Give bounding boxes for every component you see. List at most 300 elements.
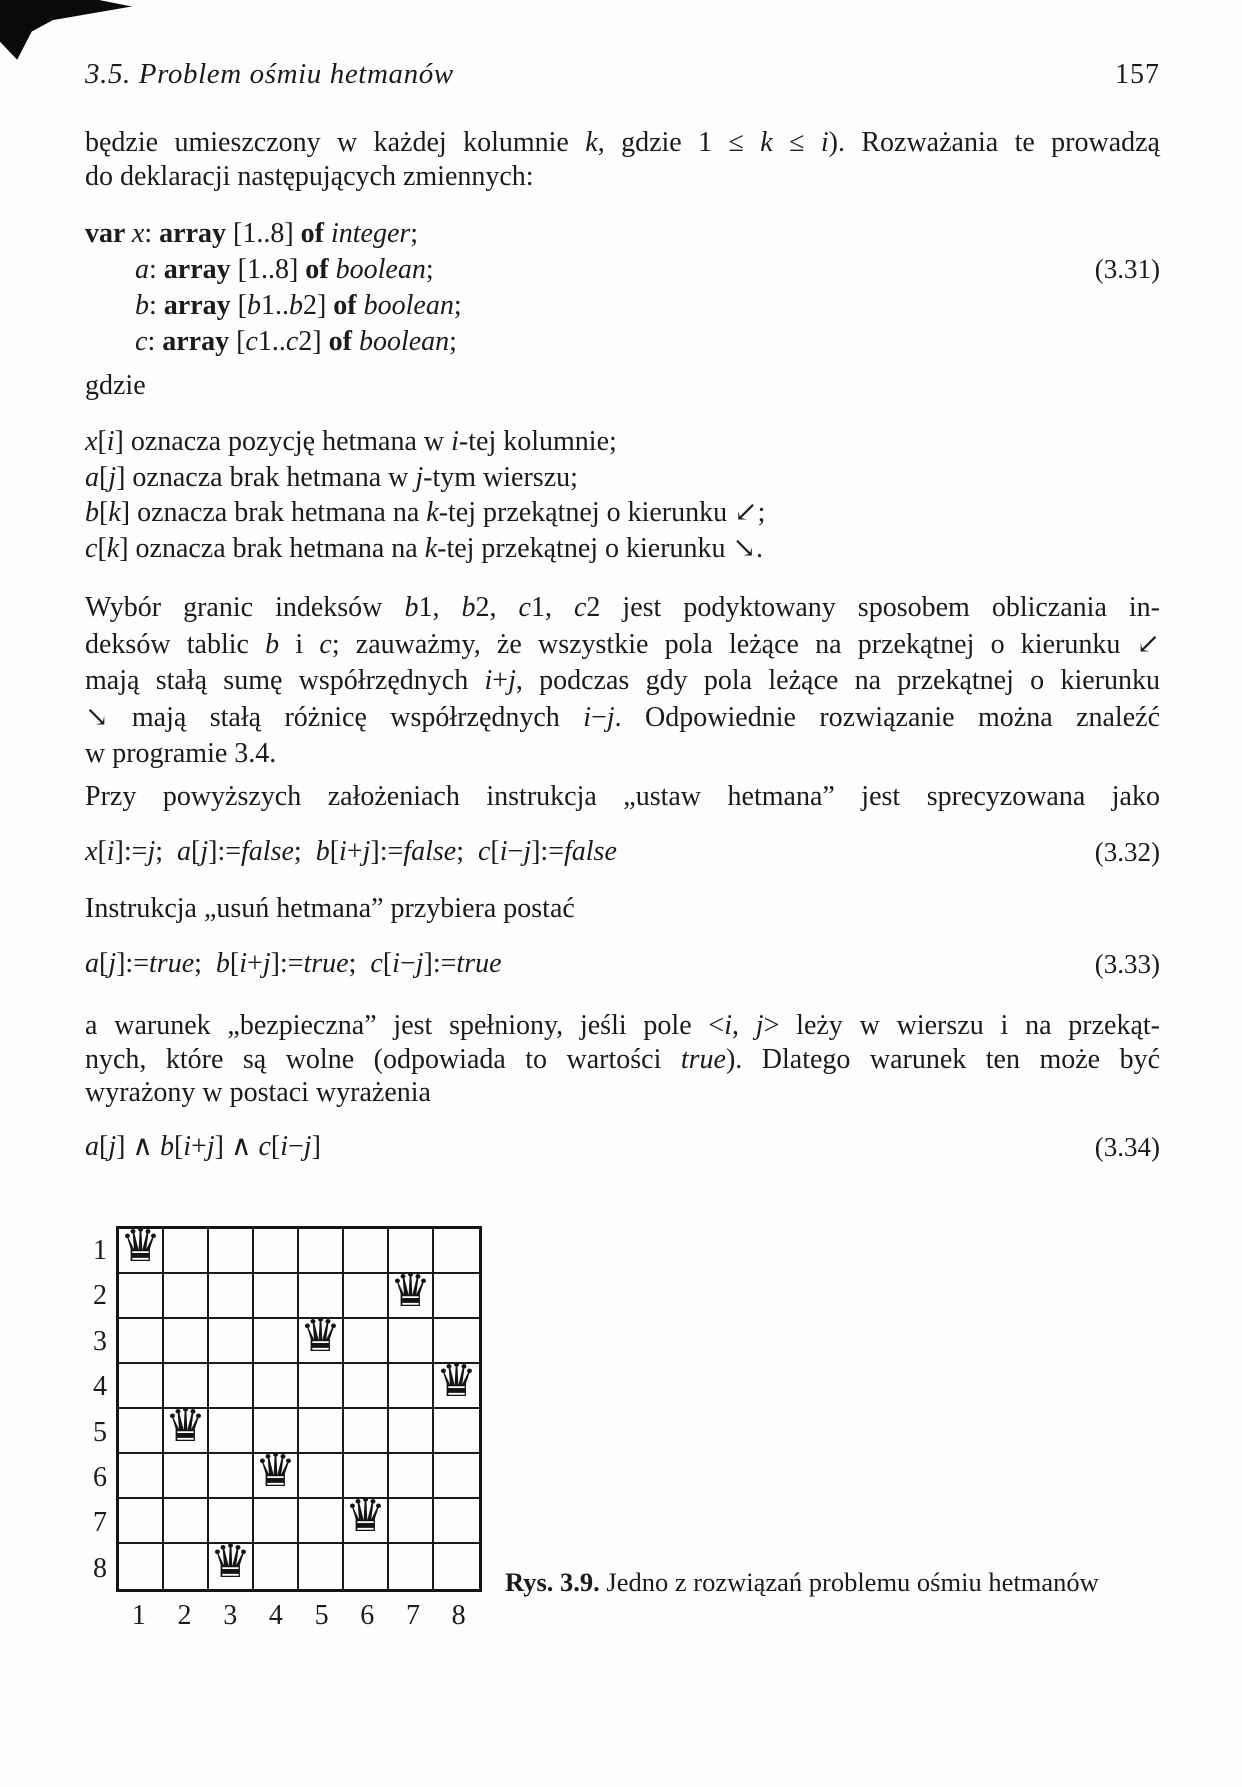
text-segment: c bbox=[258, 1131, 271, 1162]
text-segment: ] oznacza brak hetmana na bbox=[119, 532, 425, 564]
text-segment: 2] bbox=[298, 326, 329, 357]
text-segment: − bbox=[399, 948, 416, 979]
text-segment: ; bbox=[410, 218, 419, 249]
equation-number-3-34: (3.34) bbox=[1094, 1132, 1160, 1162]
board-cell-r3c3 bbox=[209, 1319, 254, 1364]
board-cell-r5c3 bbox=[209, 1409, 254, 1454]
board-col-label: 5 bbox=[314, 1600, 329, 1631]
text-segment: true bbox=[149, 948, 195, 979]
page-number: 157 bbox=[1115, 59, 1160, 90]
text-segment: i bbox=[583, 701, 592, 733]
text-segment: i bbox=[339, 836, 347, 867]
board-row-label: 1 bbox=[93, 1235, 107, 1266]
text-segment: k bbox=[585, 127, 598, 158]
text-segment: b bbox=[159, 1131, 174, 1162]
board-row-label: 8 bbox=[93, 1552, 107, 1584]
text-segment: Wybór granic indeksów bbox=[85, 592, 405, 623]
board-cell-r5c5 bbox=[299, 1409, 344, 1454]
text-segment: c bbox=[518, 592, 531, 623]
text-segment: b bbox=[288, 290, 303, 321]
text-segment: ]:= bbox=[531, 836, 564, 867]
text-segment: of bbox=[300, 218, 324, 249]
text-segment: j bbox=[415, 461, 424, 493]
text-segment: j bbox=[362, 836, 371, 867]
board-cell-r1c8 bbox=[434, 1229, 479, 1274]
text-segment: 2, bbox=[475, 592, 519, 623]
text-segment: b bbox=[135, 290, 149, 321]
text-segment: . Odpowiednie rozwiązanie można znaleźć bbox=[614, 701, 1160, 733]
text-segment: var bbox=[85, 218, 132, 249]
text-segment: i bbox=[239, 948, 248, 979]
text-segment: i bbox=[451, 426, 459, 457]
board-cell-r8c6 bbox=[344, 1544, 389, 1589]
board-cell-r7c5 bbox=[299, 1499, 344, 1544]
queen-icon: ♛ bbox=[389, 1262, 432, 1317]
text-segment: ]:= bbox=[116, 948, 150, 979]
board-cell-r3c7 bbox=[389, 1319, 434, 1364]
text-segment: i bbox=[724, 1010, 732, 1041]
definition-line bbox=[85, 460, 1160, 496]
text-segment: będzie umieszczony w każdej kolumnie bbox=[85, 127, 586, 158]
board-cell-r2c8 bbox=[434, 1274, 479, 1319]
board-cell-r4c3 bbox=[209, 1364, 254, 1409]
text-segment: a bbox=[85, 1131, 99, 1162]
text-segment: Rys. 3.9. bbox=[505, 1567, 607, 1597]
definitions-list bbox=[85, 424, 1160, 566]
board-row-labels bbox=[85, 1228, 107, 1591]
text-segment: c bbox=[477, 836, 491, 867]
text-segment: ] ∧ bbox=[116, 1131, 160, 1162]
board-cell-r2c2 bbox=[164, 1274, 209, 1319]
variable-declarations-block bbox=[85, 216, 1160, 360]
text-segment: c bbox=[573, 592, 587, 623]
board-cell-r2c6 bbox=[344, 1274, 389, 1319]
text-segment: b bbox=[461, 592, 476, 623]
equation-3-32 bbox=[85, 835, 1160, 869]
board-cell-r5c8 bbox=[434, 1409, 479, 1454]
board-cell-r8c2 bbox=[164, 1544, 209, 1589]
text-line bbox=[85, 590, 1160, 627]
text-segment: a bbox=[85, 948, 99, 979]
board-cell-r1c3 bbox=[209, 1229, 254, 1274]
text-segment: ; bbox=[453, 290, 462, 321]
equation-3-34 bbox=[85, 1130, 1160, 1164]
text-line bbox=[85, 892, 1160, 926]
text-segment: 2] bbox=[302, 290, 334, 321]
text-segment: c bbox=[135, 326, 148, 357]
text-segment: w programie 3.4. bbox=[85, 738, 277, 769]
text-segment: i bbox=[106, 836, 115, 867]
chessboard-grid bbox=[116, 1217, 482, 1592]
text-segment: of bbox=[328, 326, 352, 357]
text-segment: b bbox=[404, 592, 419, 623]
text-segment: k bbox=[108, 497, 121, 528]
board-cell-r3c2 bbox=[164, 1319, 209, 1364]
board-cell-r3c5 bbox=[299, 1307, 344, 1364]
text-segment: ; bbox=[449, 326, 457, 357]
index-bounds-paragraph bbox=[85, 590, 1160, 773]
safe-condition-paragraph bbox=[85, 1009, 1160, 1110]
text-line bbox=[85, 700, 1160, 737]
set-queen-paragraph bbox=[85, 780, 1160, 814]
text-segment: i bbox=[106, 426, 115, 457]
text-line bbox=[85, 126, 1160, 160]
text-segment: j bbox=[262, 948, 271, 979]
intro-paragraph bbox=[85, 126, 1160, 194]
board-cell-r4c6 bbox=[344, 1364, 389, 1409]
text-segment: mają stałą sumę współrzędnych bbox=[85, 665, 485, 696]
text-segment: Instrukcja „usuń hetmana” przybiera postać bbox=[85, 893, 575, 924]
text-segment: : bbox=[144, 218, 160, 249]
text-segment: j bbox=[415, 948, 424, 979]
text-segment: [ bbox=[97, 426, 107, 457]
board-col-label: 7 bbox=[405, 1600, 420, 1631]
board-cell-r1c4 bbox=[254, 1229, 299, 1274]
text-line bbox=[85, 780, 1160, 814]
board-cell-r3c4 bbox=[254, 1319, 299, 1364]
text-segment: array bbox=[163, 254, 231, 285]
board-cell-r1c2 bbox=[164, 1229, 209, 1274]
board-cell-r8c3 bbox=[209, 1533, 254, 1589]
text-segment: j bbox=[147, 836, 156, 867]
text-segment: ). Dlatego warunek ten może być bbox=[725, 1043, 1160, 1075]
equation-content bbox=[85, 1131, 321, 1162]
text-segment: b bbox=[265, 628, 280, 660]
text-segment: ] oznacza brak hetmana w bbox=[116, 461, 416, 493]
text-segment: b bbox=[315, 836, 330, 867]
text-segment: true bbox=[303, 948, 349, 979]
text-segment: [ bbox=[191, 836, 201, 867]
text-segment: + bbox=[492, 665, 509, 696]
text-segment: ; bbox=[456, 836, 478, 867]
text-segment: x bbox=[85, 836, 98, 867]
board-col-label: 8 bbox=[451, 1600, 466, 1631]
board-cell-r8c5 bbox=[299, 1544, 344, 1589]
text-segment: k bbox=[106, 532, 120, 564]
text-segment: 1.. bbox=[260, 290, 289, 321]
text-segment: + bbox=[191, 1131, 207, 1162]
board-col-label: 1 bbox=[131, 1600, 146, 1631]
text-segment: i bbox=[183, 1131, 192, 1162]
board-row-label: 5 bbox=[93, 1416, 107, 1448]
text-segment: [ bbox=[97, 836, 107, 867]
text-segment: array bbox=[163, 290, 231, 321]
text-segment: ≤ bbox=[772, 127, 821, 158]
text-segment: ]:= bbox=[270, 948, 304, 979]
board-col-label: 6 bbox=[360, 1600, 375, 1631]
text-segment: j bbox=[523, 836, 532, 867]
text-segment: [ bbox=[230, 290, 247, 321]
code-line bbox=[85, 288, 1160, 324]
board-cell-r8c8 bbox=[434, 1544, 479, 1589]
board-col-labels bbox=[116, 1600, 482, 1632]
board-cell-r4c8 bbox=[434, 1352, 479, 1409]
text-line bbox=[85, 736, 1160, 773]
board-row-label: 6 bbox=[93, 1461, 107, 1493]
text-segment: : bbox=[147, 326, 163, 357]
text-segment: ; bbox=[293, 836, 316, 867]
text-segment: false bbox=[241, 836, 294, 867]
text-segment: 1, bbox=[418, 592, 462, 623]
text-segment: i bbox=[484, 665, 493, 696]
text-segment: x bbox=[85, 426, 98, 457]
text-segment: j bbox=[200, 836, 209, 867]
text-segment: j bbox=[206, 1131, 215, 1162]
board-cell-r3c6 bbox=[344, 1319, 389, 1364]
text-segment: b bbox=[215, 948, 230, 979]
text-segment: i bbox=[279, 628, 320, 660]
text-segment: 2 jest podyktowany sposobem obliczania in- bbox=[586, 592, 1161, 623]
board-cell-r8c7 bbox=[389, 1544, 434, 1589]
board-row-label: 7 bbox=[93, 1507, 107, 1539]
equation-number-3-31: (3.31) bbox=[1094, 254, 1160, 284]
text-line bbox=[85, 1009, 1160, 1043]
text-segment: ]:= bbox=[208, 836, 242, 867]
equation-3-33 bbox=[85, 947, 1160, 981]
text-segment: ↘ mają stałą różnicę współrzędnych bbox=[85, 701, 584, 733]
text-segment: i bbox=[820, 127, 829, 158]
text-segment: false bbox=[564, 836, 617, 867]
text-segment: , gdzie 1 ≤ bbox=[597, 127, 761, 158]
text-segment: ]:= bbox=[114, 836, 148, 867]
text-segment: ; bbox=[155, 836, 178, 867]
text-segment: , podczas gdy pola leżące na przekątnej o kierunku bbox=[515, 665, 1160, 696]
text-segment: of bbox=[333, 290, 357, 321]
text-segment: ] ∧ bbox=[214, 1131, 259, 1162]
board-cell-r4c5 bbox=[299, 1364, 344, 1409]
text-segment: a bbox=[135, 254, 149, 285]
equation-number-3-33: (3.33) bbox=[1094, 949, 1160, 979]
text-segment: b bbox=[246, 290, 261, 321]
queen-icon: ♛ bbox=[299, 1307, 342, 1362]
text-segment: array bbox=[162, 326, 230, 357]
board-cell-r5c1 bbox=[119, 1409, 164, 1454]
queen-icon: ♛ bbox=[164, 1397, 207, 1452]
board-cell-r3c1 bbox=[119, 1319, 164, 1364]
text-segment: deksów tablic bbox=[85, 628, 266, 660]
text-segment: nych, które są wolne (odpowiada to wartości bbox=[85, 1043, 681, 1075]
text-line bbox=[85, 160, 1160, 194]
remove-queen-paragraph bbox=[85, 892, 1160, 926]
board-cell-r1c6 bbox=[344, 1229, 389, 1274]
text-segment: [ bbox=[329, 836, 340, 867]
board-col-label: 2 bbox=[177, 1600, 192, 1631]
board-cell-r7c7 bbox=[389, 1499, 434, 1544]
text-segment bbox=[357, 290, 364, 321]
text-segment: c bbox=[319, 628, 332, 660]
text-segment bbox=[329, 254, 336, 285]
board-col-label: 3 bbox=[223, 1600, 238, 1631]
text-segment: [ bbox=[97, 532, 107, 564]
text-segment: : bbox=[149, 254, 164, 285]
equation-number-3-32: (3.32) bbox=[1094, 837, 1160, 867]
board-cell-r4c4 bbox=[254, 1364, 299, 1409]
text-segment: [1..8] bbox=[226, 218, 301, 249]
code-line bbox=[85, 252, 1160, 288]
text-segment bbox=[324, 218, 331, 249]
page-header bbox=[85, 58, 1160, 91]
text-segment: − bbox=[288, 1131, 304, 1162]
board-cell-r7c8 bbox=[434, 1499, 479, 1544]
text-segment: − bbox=[591, 701, 607, 733]
text-segment: ] oznacza pozycję hetmana w bbox=[114, 426, 452, 457]
board-cell-r6c1 bbox=[119, 1454, 164, 1499]
text-segment: boolean bbox=[358, 326, 450, 357]
board-cell-r7c6 bbox=[344, 1487, 389, 1544]
board-cell-r6c8 bbox=[434, 1454, 479, 1499]
text-segment: Przy powyższych założeniach instrukcja „ustaw hetmana” jest sprecyzowana jako bbox=[85, 781, 1160, 812]
text-segment: [1..8] bbox=[230, 254, 306, 285]
board-cell-r5c7 bbox=[389, 1409, 434, 1454]
text-segment: boolean bbox=[335, 254, 426, 285]
text-segment: ]:= bbox=[370, 836, 404, 867]
board-cell-r4c7 bbox=[389, 1364, 434, 1409]
text-line bbox=[85, 627, 1160, 664]
text-segment: > leży w wierszu i na przekąt- bbox=[763, 1010, 1160, 1041]
code-line bbox=[85, 216, 1160, 252]
text-segment: -tym wierszu; bbox=[423, 461, 578, 493]
text-segment: + bbox=[247, 948, 263, 979]
definition-line bbox=[85, 424, 1160, 460]
text-line bbox=[85, 663, 1160, 700]
text-segment: [ bbox=[99, 948, 109, 979]
definition-line bbox=[85, 531, 1160, 567]
board-cell-r6c4 bbox=[254, 1442, 299, 1499]
definition-line bbox=[85, 495, 1160, 531]
board-cell-r2c3 bbox=[209, 1274, 254, 1319]
text-segment: [ bbox=[173, 1131, 184, 1162]
text-segment: ; bbox=[194, 948, 216, 979]
board-cell-r1c5 bbox=[299, 1229, 344, 1274]
board-cell-r6c3 bbox=[209, 1454, 254, 1499]
text-segment: , bbox=[732, 1010, 756, 1041]
board-cell-r7c1 bbox=[119, 1499, 164, 1544]
text-segment: ] bbox=[311, 1131, 321, 1162]
board-row-label: 3 bbox=[93, 1325, 107, 1357]
text-segment: [ bbox=[99, 461, 109, 493]
text-segment: j bbox=[755, 1010, 764, 1041]
text-segment: c bbox=[285, 326, 299, 357]
text-segment: ; zauważmy, że wszystkie pola leżące na przekątnej o kierunku ↙ bbox=[331, 628, 1161, 660]
text-segment: true bbox=[680, 1043, 726, 1075]
equation-content bbox=[85, 948, 502, 979]
board-col-label: 4 bbox=[268, 1600, 283, 1631]
text-segment: [ bbox=[270, 1131, 281, 1162]
text-segment: ). Rozważania te prowadzą bbox=[828, 127, 1160, 158]
text-segment: a bbox=[85, 461, 99, 493]
text-segment: 1.. bbox=[257, 326, 286, 357]
text-segment: − bbox=[507, 836, 524, 867]
text-segment: b bbox=[85, 497, 99, 528]
text-segment: k bbox=[760, 127, 773, 158]
board-cell-r7c2 bbox=[164, 1499, 209, 1544]
text-segment: i bbox=[499, 836, 508, 867]
text-segment: integer bbox=[330, 218, 411, 249]
board-cell-r8c1 bbox=[119, 1544, 164, 1589]
text-segment: ] oznacza brak hetmana na bbox=[120, 497, 427, 528]
text-segment: boolean bbox=[363, 290, 454, 321]
board-cell-r2c1 bbox=[119, 1274, 164, 1319]
text-segment bbox=[352, 326, 359, 357]
board-row-label: 2 bbox=[93, 1280, 107, 1312]
figure-caption bbox=[505, 1566, 1185, 1598]
queen-icon: ♛ bbox=[435, 1352, 478, 1407]
text-segment: [ bbox=[99, 1131, 109, 1162]
board-cell-r6c7 bbox=[389, 1454, 434, 1499]
text-segment: j bbox=[108, 461, 117, 493]
text-line bbox=[85, 1043, 1160, 1077]
text-segment: 1, bbox=[530, 592, 574, 623]
queen-icon: ♛ bbox=[344, 1487, 387, 1542]
text-segment: i bbox=[392, 948, 400, 979]
text-segment: j bbox=[303, 1131, 312, 1162]
board-cell-r4c1 bbox=[119, 1364, 164, 1409]
text-segment: i bbox=[280, 1131, 288, 1162]
text-segment: c bbox=[370, 948, 383, 979]
text-segment: j bbox=[606, 701, 615, 733]
text-segment: c bbox=[85, 532, 98, 564]
text-segment: j bbox=[108, 1131, 117, 1162]
queen-icon: ♛ bbox=[254, 1442, 297, 1497]
text-segment: false bbox=[403, 836, 457, 867]
equation-content bbox=[85, 836, 617, 867]
text-segment: [ bbox=[229, 326, 246, 357]
board-cell-r7c4 bbox=[254, 1499, 299, 1544]
board-row-label: 4 bbox=[93, 1371, 107, 1403]
gdzie-label: gdzie bbox=[85, 370, 146, 401]
board-cell-r2c4 bbox=[254, 1274, 299, 1319]
text-segment: x bbox=[131, 218, 145, 249]
queen-icon: ♛ bbox=[209, 1533, 252, 1588]
text-segment: a warunek „bezpieczna” jest spełniony, jeśli pole < bbox=[85, 1010, 725, 1041]
text-segment: -tej kolumnie; bbox=[458, 426, 617, 457]
board-cell-r6c2 bbox=[164, 1454, 209, 1499]
text-segment: do deklaracji następujących zmiennych: bbox=[85, 161, 534, 192]
board-cell-r2c7 bbox=[389, 1262, 434, 1319]
text-segment: + bbox=[346, 836, 363, 867]
text-segment: k bbox=[426, 497, 439, 528]
text-segment: ; bbox=[425, 254, 434, 285]
text-segment: ; bbox=[348, 948, 371, 979]
text-line bbox=[85, 1076, 1160, 1110]
board-cell-r5c2 bbox=[164, 1397, 209, 1454]
text-segment: true bbox=[456, 948, 502, 979]
board-cell-r6c5 bbox=[299, 1454, 344, 1499]
text-segment: array bbox=[159, 218, 226, 249]
text-segment: Jedno z rozwiązań problemu ośmiu hetmanów bbox=[606, 1567, 1099, 1597]
text-segment: -tej przekątnej o kierunku ↘. bbox=[437, 532, 764, 564]
text-segment: c bbox=[245, 326, 258, 357]
board-cell-r8c4 bbox=[254, 1544, 299, 1589]
text-segment: [ bbox=[229, 948, 240, 979]
text-segment: : bbox=[149, 290, 164, 321]
text-segment: wyrażony w postaci wyrażenia bbox=[85, 1077, 431, 1108]
text-segment: j bbox=[108, 948, 117, 979]
text-segment: ]:= bbox=[423, 948, 457, 979]
queen-icon: ♛ bbox=[119, 1217, 162, 1272]
text-segment: -tej przekątnej o kierunku ↙; bbox=[438, 497, 766, 528]
board-cell-r1c1 bbox=[119, 1217, 164, 1274]
text-segment: of bbox=[305, 254, 329, 285]
text-segment: k bbox=[424, 532, 438, 564]
text-segment: j bbox=[508, 665, 516, 696]
text-segment: [ bbox=[99, 497, 109, 528]
text-segment: [ bbox=[490, 836, 500, 867]
code-line bbox=[85, 324, 1160, 360]
text-segment: a bbox=[177, 836, 192, 867]
board-cell-r5c6 bbox=[344, 1409, 389, 1454]
text-segment: [ bbox=[382, 948, 393, 979]
